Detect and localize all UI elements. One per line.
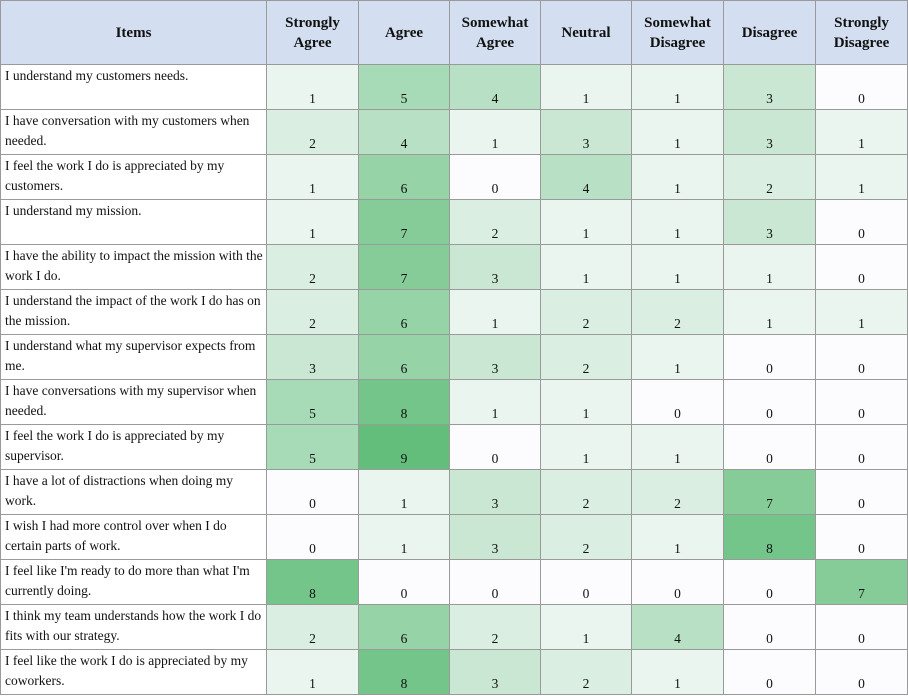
cell-somewhat-agree: 1	[450, 380, 541, 425]
header-somewhat-disagree: Somewhat Disagree	[632, 1, 724, 65]
cell-strongly-disagree: 0	[816, 605, 908, 650]
cell-somewhat-disagree: 1	[632, 425, 724, 470]
cell-somewhat-agree: 0	[450, 425, 541, 470]
cell-disagree: 3	[724, 65, 816, 110]
cell-somewhat-agree: 1	[450, 110, 541, 155]
cell-agree: 1	[359, 515, 450, 560]
cell-somewhat-disagree: 1	[632, 515, 724, 560]
cell-somewhat-disagree: 1	[632, 335, 724, 380]
cell-strongly-disagree: 0	[816, 245, 908, 290]
row-item-label: I feel the work I do is appreciated by my supervisor.	[1, 425, 267, 470]
cell-neutral: 1	[541, 65, 632, 110]
cell-somewhat-disagree: 0	[632, 380, 724, 425]
cell-agree: 8	[359, 650, 450, 695]
cell-agree: 6	[359, 605, 450, 650]
cell-strongly-disagree: 7	[816, 560, 908, 605]
cell-strongly-disagree: 0	[816, 380, 908, 425]
cell-neutral: 1	[541, 425, 632, 470]
table-row	[1, 380, 908, 425]
cell-disagree: 3	[724, 110, 816, 155]
cell-strongly-agree: 1	[267, 200, 359, 245]
cell-somewhat-agree: 3	[450, 470, 541, 515]
cell-somewhat-agree: 1	[450, 290, 541, 335]
cell-disagree: 1	[724, 290, 816, 335]
cell-disagree: 0	[724, 650, 816, 695]
row-item-label: I think my team understands how the work I do fits with our strategy.	[1, 605, 267, 650]
cell-disagree: 1	[724, 245, 816, 290]
cell-neutral: 2	[541, 290, 632, 335]
row-item-label: I understand my mission.	[1, 200, 267, 245]
cell-somewhat-agree: 2	[450, 200, 541, 245]
table-body	[1, 65, 908, 695]
cell-strongly-agree: 2	[267, 605, 359, 650]
cell-strongly-disagree: 0	[816, 200, 908, 245]
cell-agree: 0	[359, 560, 450, 605]
table-header	[1, 1, 908, 65]
cell-somewhat-agree: 0	[450, 155, 541, 200]
cell-somewhat-disagree: 1	[632, 245, 724, 290]
header-agree: Agree	[359, 1, 450, 65]
table-row	[1, 650, 908, 695]
cell-disagree: 2	[724, 155, 816, 200]
cell-somewhat-agree: 3	[450, 335, 541, 380]
row-item-label: I wish I had more control over when I do certain parts of work.	[1, 515, 267, 560]
cell-neutral: 1	[541, 380, 632, 425]
cell-strongly-agree: 3	[267, 335, 359, 380]
cell-disagree: 0	[724, 425, 816, 470]
cell-agree: 8	[359, 380, 450, 425]
cell-strongly-agree: 1	[267, 65, 359, 110]
table-row	[1, 155, 908, 200]
cell-disagree: 0	[724, 605, 816, 650]
cell-disagree: 0	[724, 335, 816, 380]
cell-strongly-agree: 2	[267, 245, 359, 290]
row-item-label: I have the ability to impact the mission with the work I do.	[1, 245, 267, 290]
cell-neutral: 1	[541, 605, 632, 650]
cell-agree: 6	[359, 155, 450, 200]
header-strongly-agree: Strongly Agree	[267, 1, 359, 65]
table-row	[1, 335, 908, 380]
header-items: Items	[1, 1, 267, 65]
cell-strongly-agree: 1	[267, 650, 359, 695]
cell-neutral: 3	[541, 110, 632, 155]
cell-somewhat-disagree: 1	[632, 110, 724, 155]
cell-neutral: 2	[541, 470, 632, 515]
cell-neutral: 1	[541, 200, 632, 245]
table-row	[1, 605, 908, 650]
row-item-label: I feel the work I do is appreciated by my customers.	[1, 155, 267, 200]
cell-strongly-agree: 2	[267, 110, 359, 155]
cell-neutral: 2	[541, 335, 632, 380]
cell-agree: 9	[359, 425, 450, 470]
cell-somewhat-disagree: 1	[632, 65, 724, 110]
row-item-label: I understand the impact of the work I do has on the mission.	[1, 290, 267, 335]
cell-agree: 6	[359, 335, 450, 380]
header-somewhat-agree: Somewhat Agree	[450, 1, 541, 65]
cell-agree: 4	[359, 110, 450, 155]
cell-strongly-disagree: 1	[816, 290, 908, 335]
cell-neutral: 1	[541, 245, 632, 290]
cell-strongly-agree: 5	[267, 380, 359, 425]
table-row	[1, 560, 908, 605]
table-row	[1, 110, 908, 155]
cell-strongly-disagree: 0	[816, 65, 908, 110]
cell-strongly-agree: 2	[267, 290, 359, 335]
header-disagree: Disagree	[724, 1, 816, 65]
cell-disagree: 7	[724, 470, 816, 515]
cell-somewhat-disagree: 4	[632, 605, 724, 650]
cell-neutral: 4	[541, 155, 632, 200]
table-row	[1, 425, 908, 470]
cell-strongly-disagree: 0	[816, 425, 908, 470]
cell-strongly-disagree: 0	[816, 470, 908, 515]
cell-somewhat-disagree: 1	[632, 155, 724, 200]
cell-somewhat-disagree: 1	[632, 650, 724, 695]
cell-disagree: 3	[724, 200, 816, 245]
cell-somewhat-agree: 3	[450, 650, 541, 695]
cell-somewhat-agree: 3	[450, 515, 541, 560]
header-neutral: Neutral	[541, 1, 632, 65]
cell-agree: 7	[359, 200, 450, 245]
cell-agree: 5	[359, 65, 450, 110]
cell-strongly-disagree: 0	[816, 515, 908, 560]
cell-somewhat-agree: 2	[450, 605, 541, 650]
table-row	[1, 65, 908, 110]
cell-somewhat-agree: 0	[450, 560, 541, 605]
row-item-label: I have a lot of distractions when doing my work.	[1, 470, 267, 515]
header-row	[1, 1, 908, 65]
table-row	[1, 515, 908, 560]
cell-somewhat-disagree: 1	[632, 200, 724, 245]
cell-strongly-disagree: 0	[816, 650, 908, 695]
cell-disagree: 0	[724, 380, 816, 425]
cell-strongly-disagree: 0	[816, 335, 908, 380]
cell-strongly-agree: 5	[267, 425, 359, 470]
cell-strongly-agree: 0	[267, 470, 359, 515]
cell-neutral: 0	[541, 560, 632, 605]
row-item-label: I understand my customers needs.	[1, 65, 267, 110]
cell-agree: 7	[359, 245, 450, 290]
cell-somewhat-disagree: 2	[632, 470, 724, 515]
cell-neutral: 2	[541, 650, 632, 695]
table-row	[1, 470, 908, 515]
cell-strongly-disagree: 1	[816, 155, 908, 200]
cell-strongly-disagree: 1	[816, 110, 908, 155]
row-item-label: I feel like I'm ready to do more than what I'm currently doing.	[1, 560, 267, 605]
cell-agree: 1	[359, 470, 450, 515]
table-row	[1, 200, 908, 245]
table-row	[1, 290, 908, 335]
cell-strongly-agree: 0	[267, 515, 359, 560]
cell-somewhat-disagree: 2	[632, 290, 724, 335]
cell-neutral: 2	[541, 515, 632, 560]
cell-somewhat-agree: 4	[450, 65, 541, 110]
row-item-label: I understand what my supervisor expects from me.	[1, 335, 267, 380]
cell-somewhat-agree: 3	[450, 245, 541, 290]
row-item-label: I have conversation with my customers when needed.	[1, 110, 267, 155]
cell-disagree: 0	[724, 560, 816, 605]
cell-strongly-agree: 1	[267, 155, 359, 200]
cell-strongly-agree: 8	[267, 560, 359, 605]
row-item-label: I feel like the work I do is appreciated by my coworkers.	[1, 650, 267, 695]
cell-agree: 6	[359, 290, 450, 335]
row-item-label: I have conversations with my supervisor when needed.	[1, 380, 267, 425]
header-strongly-disagree: Strongly Disagree	[816, 1, 908, 65]
table-row	[1, 245, 908, 290]
cell-somewhat-disagree: 0	[632, 560, 724, 605]
cell-disagree: 8	[724, 515, 816, 560]
